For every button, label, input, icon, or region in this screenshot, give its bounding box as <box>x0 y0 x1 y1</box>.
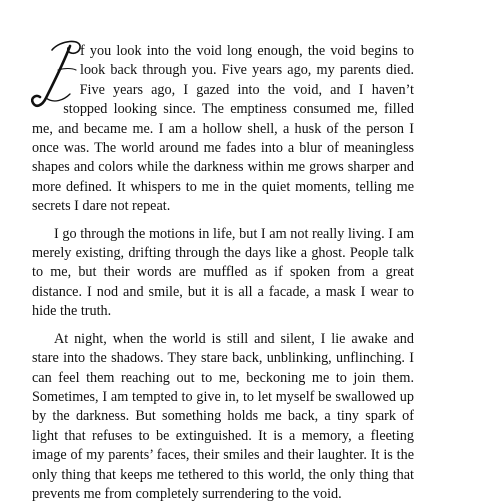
drop-cap-glyph <box>30 40 90 112</box>
paragraph-1 <box>32 42 414 217</box>
paragraph-1-text: f you look into the void long enough, the void begins to look back through you. Five years ago, my parents died. Five years ago, I gazed into the void, and I haven’t stopped looking since. The emptiness consumed me, filled me, and became me. I am a hollow shell, a husk of the person I once was. The world around me fades into a blur of meaningless shapes and colors while the darkness within me grows sharper and more defined. It whispers to me in the quiet moments, telling me secrets I dare not repeat. <box>32 43 414 215</box>
paragraph-3: At night, when the world is still and silent, I lie awake and stare into the shadows. They stare back, unblinking, unflinching. I can feel them reaching out to me, beckoning me to join them. Sometimes, I am tempted to give in, to let myself be swallowed up by the darkness. But something holds me back, a tiny spark of light that refuses to be extinguished. It is a memory, a fleeting image of my parents’ faces, their smiles and their laughter. It is the only thing that keeps me tethered to this world, the only thing that prevents me from completely surrendering to the void. <box>32 330 414 502</box>
document-page <box>32 42 414 504</box>
paragraph-2: I go through the motions in life, but I am not really living. I am merely existing, drifting through the days like a ghost. People talk to me, but their words are muffled as if spoken from a great distance. I nod and smile, but it is all a facade, a mask I wear to hide the truth. <box>32 225 414 320</box>
drop-cap <box>32 48 78 106</box>
